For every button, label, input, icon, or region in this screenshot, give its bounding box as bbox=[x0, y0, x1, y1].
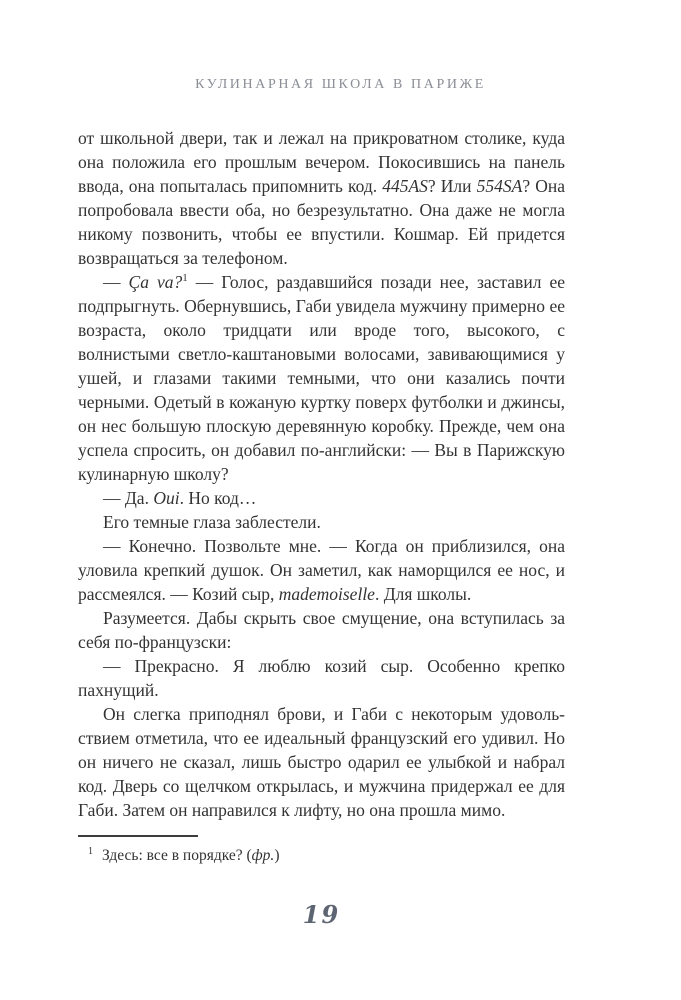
paragraph bbox=[78, 126, 565, 270]
text-run: — Да. bbox=[103, 488, 154, 508]
paragraph bbox=[78, 654, 565, 702]
italic-run: mademoiselle bbox=[278, 584, 375, 604]
paragraph bbox=[78, 606, 565, 654]
paragraph bbox=[78, 486, 565, 510]
page-number: 19 bbox=[302, 900, 341, 929]
italic-run: 445AS bbox=[382, 176, 428, 196]
text-run: — Прекрасно. Я люблю козий сыр. Особенно крепко пахнущий. bbox=[78, 656, 565, 700]
footnote-divider bbox=[78, 835, 198, 837]
footnote-marker: 1 bbox=[182, 272, 188, 285]
italic-run: Oui bbox=[153, 488, 180, 508]
text-run: . Для школы. bbox=[374, 584, 472, 604]
text-run: ? Или bbox=[427, 176, 477, 196]
text-run: ) bbox=[274, 847, 280, 864]
text-run: от школьной двери, так и лежал на прикроватном столике, куда она положила его прошлым вечером. Покосившись на панель ввода, она попыталась припомнить код. bbox=[78, 128, 565, 196]
body-text bbox=[78, 126, 565, 822]
text-run: — Конечно. Позвольте мне. — Когда он приблизился, она уловила крепкий душок. Он заметил, как наморщился ее нос, и рассмеялся. — Козий сыр, bbox=[78, 536, 565, 604]
italic-run: Ça va? bbox=[128, 272, 183, 292]
text-run: Его темные глаза заблестели. bbox=[103, 512, 321, 532]
text-run: Здесь: все в порядке? ( bbox=[102, 847, 252, 864]
paragraph bbox=[78, 510, 565, 534]
paragraph bbox=[78, 702, 565, 822]
running-header: КУЛИНАРНАЯ ШКОЛА В ПАРИЖЕ bbox=[195, 77, 486, 92]
text-run: — bbox=[103, 272, 129, 292]
paragraph bbox=[78, 270, 565, 486]
footnote-marker: 1 bbox=[88, 845, 93, 857]
text-run: Разумеется. Дабы скрыть свое смущение, она вступилась за себя по-французски: bbox=[78, 608, 565, 652]
text-run: — Голос, раздавшийся позади нее, заставил ее подпрыгнуть. Обернувшись, Габи увидела мужчину примерно ее возраста, около тридцати или вроде того, высокого, с волнистыми светло-каштановыми волосами, завивающимися у ушей, и глазами такими темными, что они казались почти черными. Одетый в кожаную куртку поверх футболки и джинсы, он нес большую плоскую деревянную коробку. Прежде, чем она успела спросить, он добавил по-английски: — Вы в Парижскую кулинарную школу? bbox=[78, 272, 565, 484]
footnote-text bbox=[78, 845, 565, 867]
text-run: ? Она попробовала ввести оба, но безрезультатно. Она даже не могла никому позвонить, чтобы ее впустили. Кошмар. Ей придется возвращаться за телефоном. bbox=[78, 176, 565, 268]
italic-run: 554SA bbox=[476, 176, 523, 196]
text-run: . Но код… bbox=[179, 488, 257, 508]
italic-run: фр. bbox=[251, 847, 275, 864]
text-run: Он слегка приподнял брови, и Габи с некоторым удовольствием отметила, что ее идеальный французский его удивил. Но он ничего не сказал, лишь быстро одарил ее улыбкой и набрал код. Дверь со щелчком открылась, и мужчина придержал ее для Габи. Затем он направился к лифту, но она прошла мимо. bbox=[78, 704, 565, 820]
paragraph bbox=[78, 534, 565, 606]
